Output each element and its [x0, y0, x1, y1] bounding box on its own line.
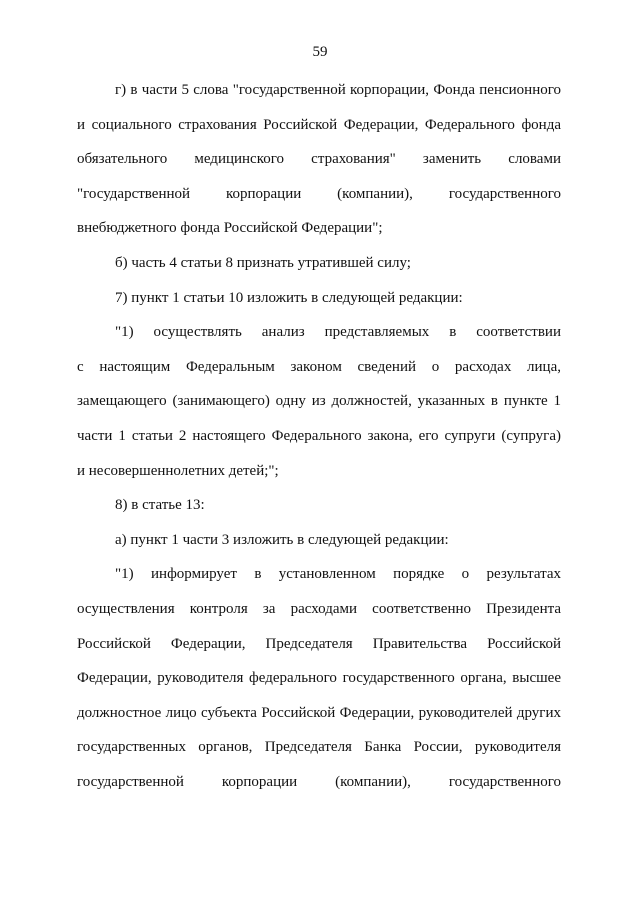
text-line: замещающего (занимающего) одну из должностей, указанных в пункте 1	[77, 393, 561, 410]
text-line: и несовершеннолетних детей;";	[77, 462, 279, 479]
text-line: "1) информирует в установленном порядке о результатах	[115, 566, 561, 583]
text-line: государственной корпорации (компании), государственного	[77, 773, 561, 790]
text-line: государственных органов, Председателя Банка России, руководителя	[77, 739, 561, 756]
text-line: 7) пункт 1 статьи 10 изложить в следующей редакции:	[115, 289, 463, 306]
text-line: части 1 статьи 2 настоящего Федерального закона, его супруги (супруга)	[77, 427, 561, 444]
text-line: внебюджетного фонда Российской Федерации";	[77, 220, 383, 237]
text-line: б) часть 4 статьи 8 признать утратившей силу;	[115, 254, 411, 271]
text-line: должностное лицо субъекта Российской Федерации, руководителей других	[77, 704, 561, 721]
text-line: осуществления контроля за расходами соответственно Президента	[77, 600, 561, 617]
text-line: Российской Федерации, Председателя Правительства Российской	[77, 635, 561, 652]
text-line: г) в части 5 слова "государственной корпорации, Фонда пенсионного	[115, 82, 561, 98]
text-line: "государственной корпорации (компании), государственного	[77, 185, 561, 202]
text-line: обязательного медицинского страхования" заменить словами	[77, 151, 561, 168]
text-line: и социального страхования Российской Федерации, Федерального фонда	[77, 116, 561, 133]
text-line: с настоящим Федеральным законом сведений о расходах лица,	[77, 358, 561, 375]
text-line: "1) осуществлять анализ представляемых в соответствии	[115, 324, 561, 341]
text-line: Федерации, руководителя федерального государственного органа, высшее	[77, 670, 561, 687]
text-line: а) пункт 1 части 3 изложить в следующей редакции:	[115, 531, 449, 548]
text-line: 8) в статье 13:	[115, 497, 205, 514]
page-number: 59	[312, 44, 328, 60]
document-body	[77, 80, 561, 806]
